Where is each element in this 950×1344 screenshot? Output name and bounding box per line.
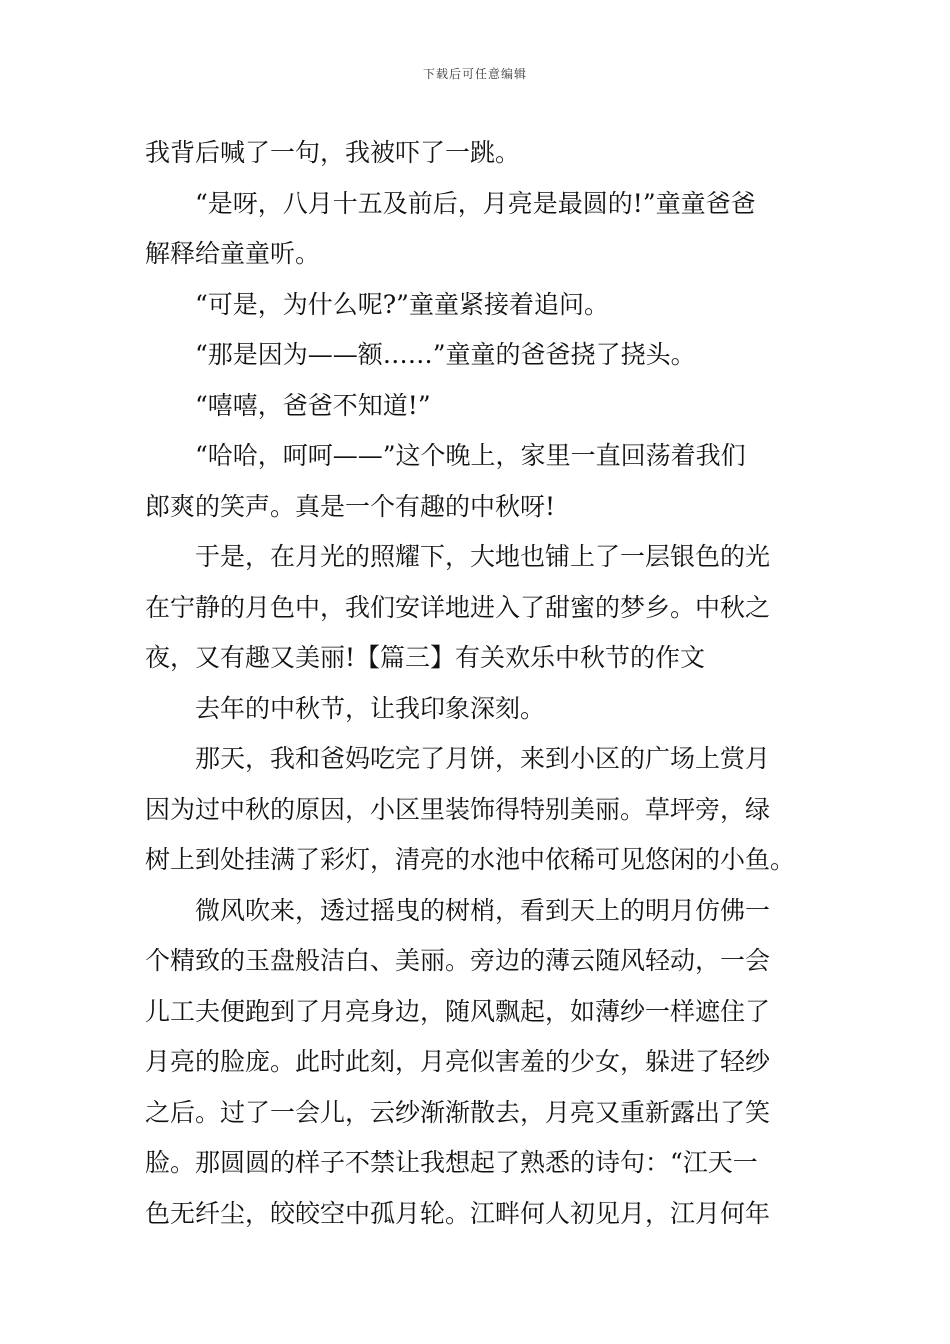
text-line: 脸。那圆圆的样子不禁让我想起了熟悉的诗句：“江天一 bbox=[145, 1148, 758, 1177]
text-line: 夜，又有趣又美丽!【篇三】有关欢乐中秋节的作文 bbox=[145, 643, 706, 672]
document-body bbox=[145, 128, 815, 1239]
text-line: “嘻嘻，爸爸不知道!” bbox=[195, 390, 431, 420]
text-line: 郎爽的笑声。真是一个有趣的中秋呀! bbox=[145, 491, 556, 521]
text-line: 之后。过了一会儿，云纱渐渐散去，月亮又重新露出了笑 bbox=[145, 1097, 771, 1127]
text-line: 去年的中秋节，让我印象深刻。 bbox=[195, 693, 546, 723]
text-line: “是呀，八月十五及前后，月亮是最圆的!”童童爸爸 bbox=[195, 188, 756, 218]
text-line: 树上到处挂满了彩灯，清亮的水池中依稀可见悠闲的小鱼。 bbox=[145, 845, 796, 874]
text-line: “哈哈，呵呵——”这个晚上，家里一直回荡着我们 bbox=[195, 441, 746, 470]
text-line: 解释给童童听。 bbox=[145, 239, 321, 268]
text-line: 那天，我和爸妈吃完了月饼，来到小区的广场上赏月 bbox=[195, 744, 771, 773]
text-line: 因为过中秋的原因，小区里装饰得特别美丽。草坪旁，绿 bbox=[145, 794, 771, 824]
text-line: “那是因为——额……”童童的爸爸挠了挠头。 bbox=[195, 340, 696, 369]
text-line: 个精致的玉盘般洁白、美丽。旁边的薄云随风轻动，一会 bbox=[145, 946, 771, 975]
text-line: 月亮的脸庞。此时此刻，月亮似害羞的少女，躲进了轻纱 bbox=[145, 1047, 771, 1076]
text-line: 在宁静的月色中，我们安详地进入了甜蜜的梦乡。中秋之 bbox=[145, 592, 771, 622]
page-header: 下载后可任意编辑 bbox=[422, 67, 527, 81]
text-line: 于是，在月光的照耀下，大地也铺上了一层银色的光 bbox=[195, 542, 771, 571]
text-line: 儿工夫便跑到了月亮身边，随风飘起，如薄纱一样遮住了 bbox=[145, 996, 771, 1026]
text-line: 微风吹来，透过摇曳的树梢，看到天上的明月仿佛一 bbox=[195, 895, 771, 925]
text-line: “可是，为什么呢?”童童紧接着追问。 bbox=[195, 289, 609, 319]
text-line: 我背后喊了一句，我被吓了一跳。 bbox=[145, 138, 521, 167]
text-line: 色无纤尘，皎皎空中孤月轮。江畔何人初见月，江月何年 bbox=[145, 1198, 771, 1228]
